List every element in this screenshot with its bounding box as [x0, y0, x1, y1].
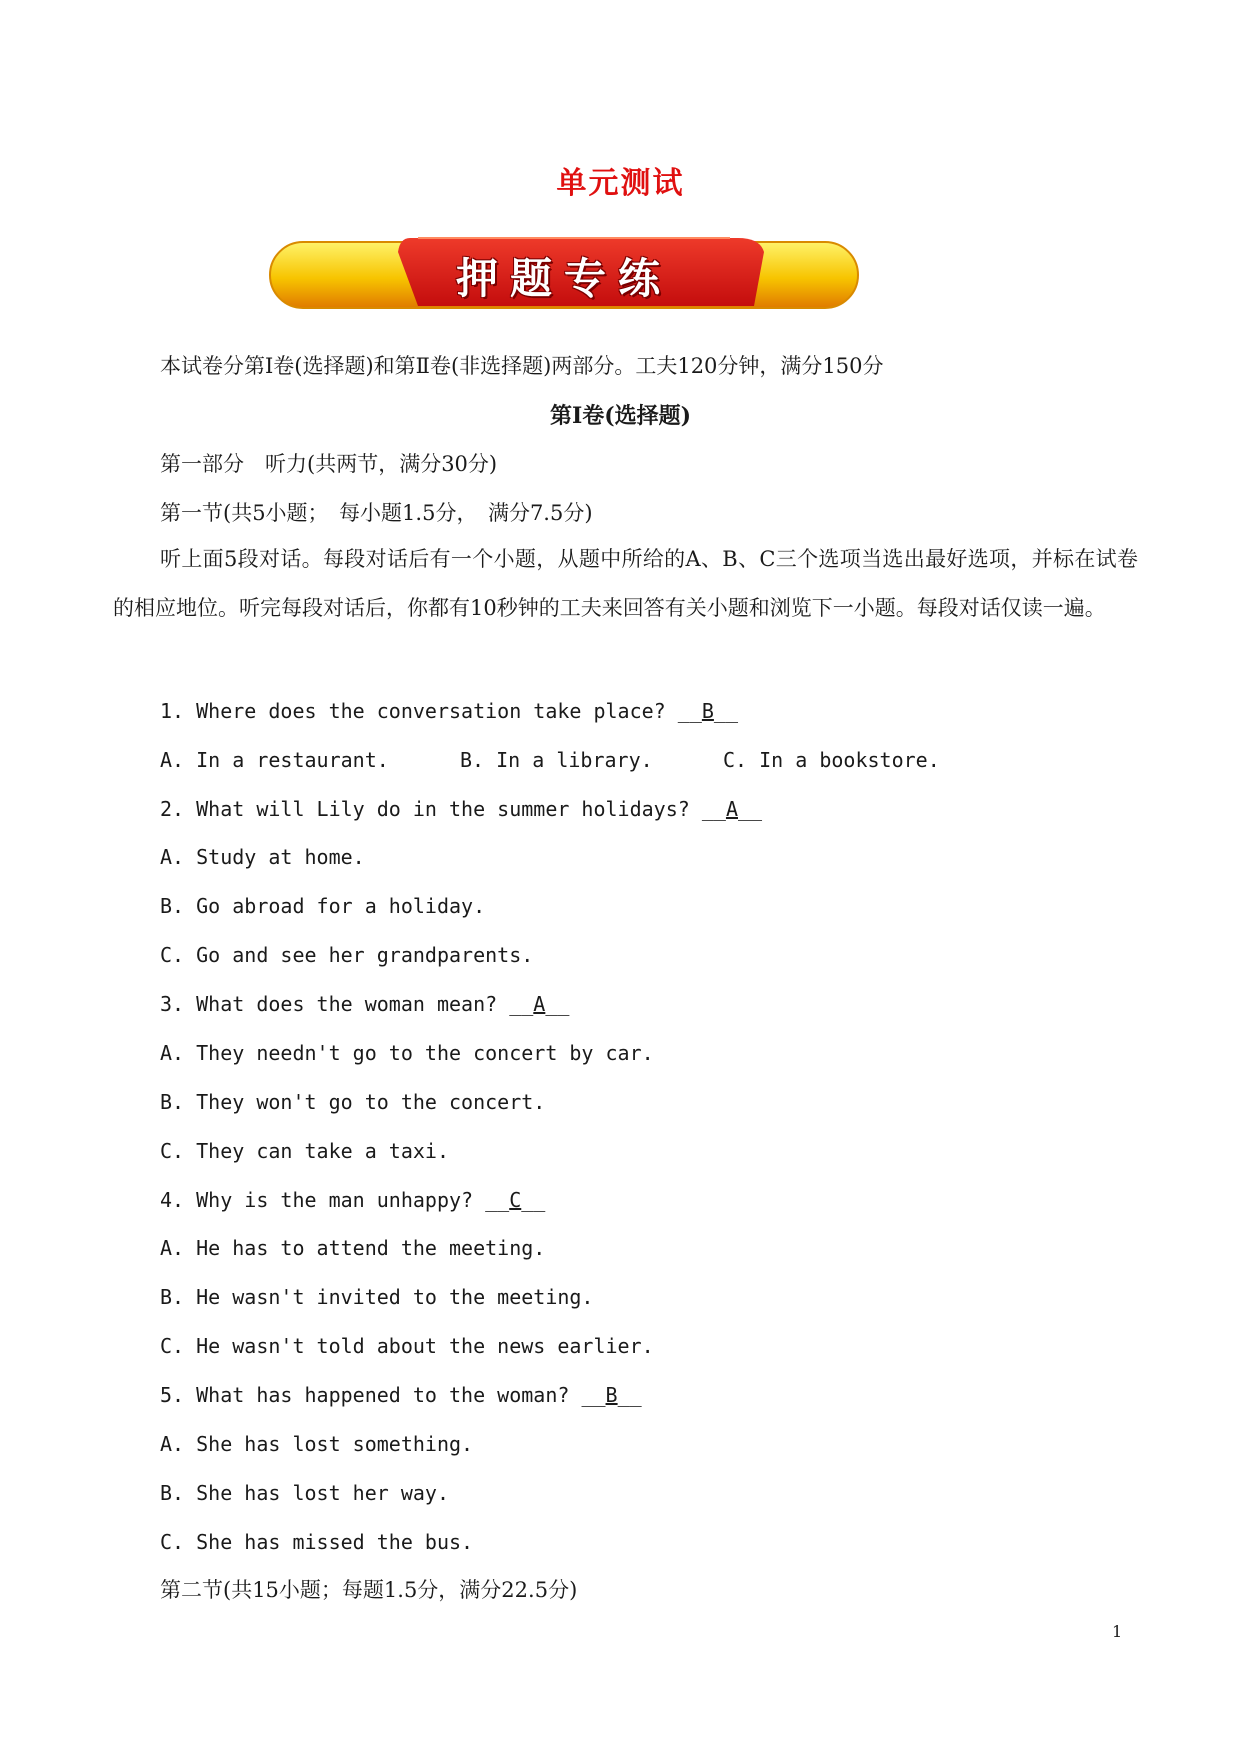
option: B. They won't go to the concert. [160, 1090, 546, 1114]
answer-letter: B [605, 1383, 618, 1407]
options-row [160, 746, 940, 774]
banner [268, 232, 860, 312]
option: B. She has lost her way. [160, 1481, 449, 1505]
option: C. She has missed the bus. [160, 1530, 474, 1554]
option: B. In a library. [460, 748, 653, 772]
answer-blank: __B__ [581, 1383, 642, 1407]
question-stem [160, 1381, 642, 1409]
question-text: 1. Where does the conversation take place? [160, 699, 666, 723]
volume-heading: 第Ⅰ卷(选择题) [549, 403, 692, 429]
answer-letter: B [701, 699, 714, 723]
option: C. Go and see her grandparents. [160, 943, 534, 967]
answer-letter: A [533, 992, 546, 1016]
question-text: 2. What will Lily do in the summer holidays? [160, 797, 690, 821]
option: C. He wasn't told about the news earlier. [160, 1334, 654, 1358]
question-text: 4. Why is the man unhappy? [160, 1188, 474, 1212]
question-stem [160, 795, 762, 823]
option: C. They can take a taxi. [160, 1139, 449, 1163]
part-heading: 第一部分 听力(共两节，满分30分) [160, 452, 498, 476]
option: B. He wasn't invited to the meeting. [160, 1285, 594, 1309]
answer-blank: __C__ [485, 1188, 546, 1212]
banner-text: 押题专练 [455, 254, 672, 303]
answer-blank: __B__ [677, 699, 739, 723]
option: A. In a restaurant. [160, 748, 389, 772]
question-text: 5. What has happened to the woman? [160, 1383, 570, 1407]
instructions-paragraph: 听上面5段对话。每段对话后有一个小题，从题中所给的A、B、C三个选项当选出最好选项，并标在试卷的相应地位。听完每段对话后，你都有10秒钟的工夫来回答有关小题和浏览下一小题。每段对话仅读一遍。 [113, 547, 1138, 620]
answer-letter: A [725, 797, 738, 821]
page-number: 1 [1112, 1622, 1123, 1641]
section-heading: 第二节(共15小题；每题1.5分，满分22.5分) [160, 1578, 578, 1602]
section-heading: 第一节(共5小题； 每小题1.5分， 满分7.5分) [160, 501, 593, 525]
page-title: 单元测试 [556, 166, 685, 201]
answer-letter: C [509, 1188, 522, 1212]
exam-intro: 本试卷分第Ⅰ卷(选择题)和第Ⅱ卷(非选择题)两部分。工夫120分钟，满分150分 [160, 354, 884, 378]
answer-blank: __A__ [509, 992, 570, 1016]
option: A. Study at home. [160, 845, 365, 869]
question-text: 3. What does the woman mean? [160, 992, 498, 1016]
option: B. Go abroad for a holiday. [160, 894, 486, 918]
question-stem [160, 1186, 545, 1214]
answer-blank: __A__ [701, 797, 763, 821]
question-stem [160, 990, 569, 1018]
question-stem [160, 697, 738, 725]
option: A. He has to attend the meeting. [160, 1236, 546, 1260]
option: C. In a bookstore. [723, 748, 940, 772]
option: A. She has lost something. [160, 1432, 474, 1456]
option: A. They needn't go to the concert by car. [160, 1041, 654, 1065]
